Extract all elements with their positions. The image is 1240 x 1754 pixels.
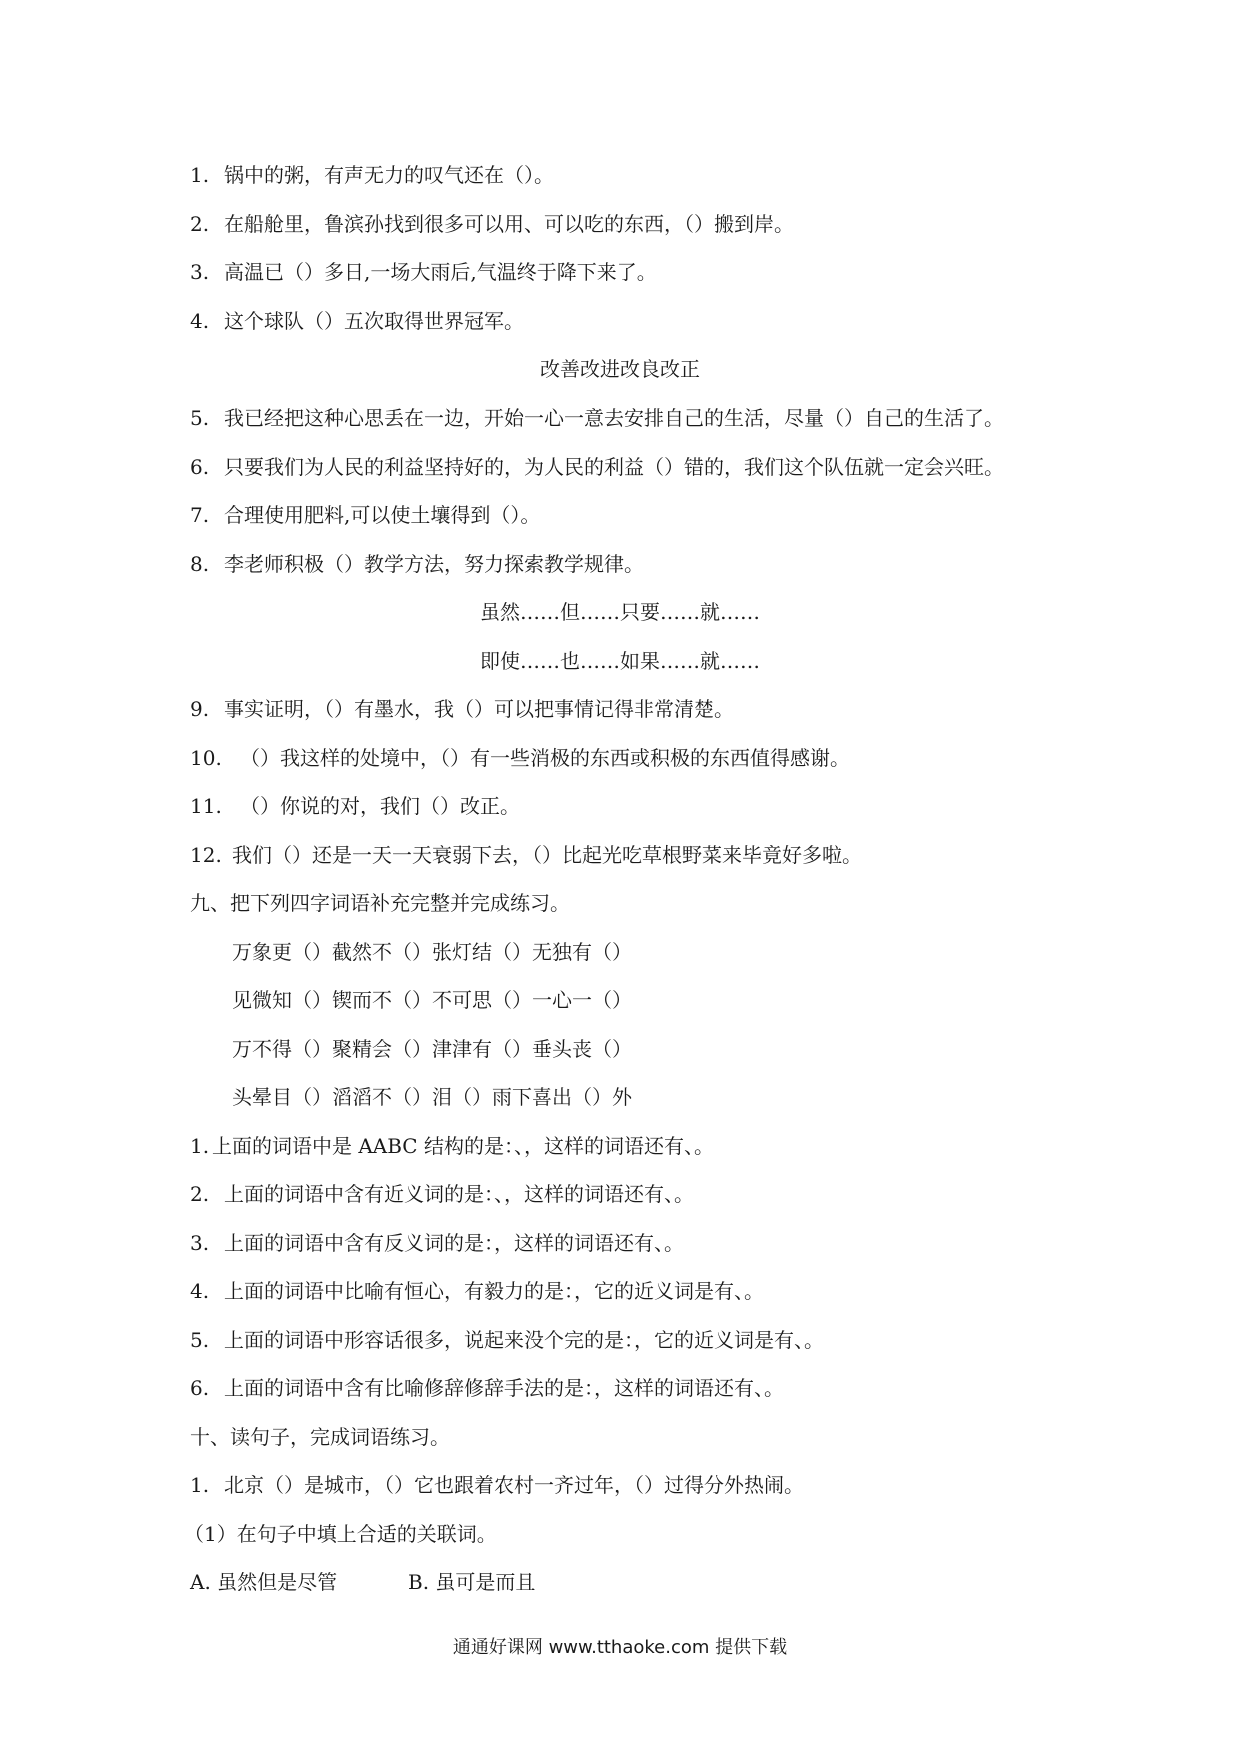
question-item bbox=[190, 1472, 804, 1498]
question-text: （）我这样的处境中，（）有一些消极的东西或积极的东西值得感谢。 bbox=[240, 746, 850, 770]
question-number: 7. bbox=[190, 503, 210, 527]
footer-watermark: 通通好课网 www.tthaoke.com 提供下载 bbox=[452, 1637, 788, 1658]
question-number: 1. bbox=[190, 1473, 210, 1497]
question-number: 1. bbox=[190, 1134, 210, 1158]
question-item bbox=[190, 405, 1004, 431]
question-text: 上面的词语中是 AABC 结构的是：、，这样的词语还有、。 bbox=[212, 1134, 714, 1158]
question-item bbox=[190, 1133, 714, 1159]
question-text: 锅中的粥，有声无力的叹气还在（）。 bbox=[224, 163, 554, 187]
question-text: 我们（）还是一天一天衰弱下去，（）比起光吃草根野菜来毕竟好多啦。 bbox=[232, 843, 862, 867]
question-item bbox=[190, 259, 657, 285]
question-text: 在船舱里，鲁滨孙找到很多可以用、可以吃的东西，（）搬到岸。 bbox=[224, 212, 794, 236]
question-item bbox=[190, 745, 850, 771]
question-item bbox=[190, 308, 524, 334]
question-number: 1. bbox=[190, 163, 210, 187]
question-item bbox=[190, 842, 862, 868]
question-text: 上面的词语中含有近义词的是：、，这样的词语还有、。 bbox=[224, 1182, 694, 1206]
question-item bbox=[190, 1230, 684, 1256]
question-number: 12. bbox=[190, 843, 222, 867]
option-a: A. 虽然但是尽管 bbox=[190, 1570, 338, 1594]
question-item bbox=[190, 1327, 824, 1353]
question-item bbox=[190, 551, 644, 577]
question-item bbox=[190, 211, 794, 237]
sub-question: （1）在句子中填上合适的关联词。 bbox=[184, 1522, 497, 1546]
question-text: 我已经把这种心思丢在一边，开始一心一意去安排自己的生活，尽量（）自己的生活了。 bbox=[224, 406, 1004, 430]
question-number: 10. bbox=[190, 746, 222, 770]
question-text: （）你说的对，我们（）改正。 bbox=[240, 794, 520, 818]
question-text: 只要我们为人民的利益坚持好的，为人民的利益（）错的，我们这个队伍就一定会兴旺。 bbox=[224, 455, 1004, 479]
question-item bbox=[190, 502, 540, 528]
question-text: 这个球队（）五次取得世界冠军。 bbox=[224, 309, 524, 333]
section-heading: 九、把下列四字词语补充完整并完成练习。 bbox=[190, 891, 570, 915]
question-number: 4. bbox=[190, 1279, 210, 1303]
word-bank: 改善改进改良改正 bbox=[540, 357, 700, 381]
idiom-row: 见微知（）锲而不（）不可思（）一心一（） bbox=[232, 988, 632, 1012]
question-number: 9. bbox=[190, 697, 210, 721]
question-item bbox=[190, 1278, 764, 1304]
question-number: 4. bbox=[190, 309, 210, 333]
question-text: 事实证明，（）有墨水，我（）可以把事情记得非常清楚。 bbox=[224, 697, 734, 721]
question-text: 高温已（）多日,一场大雨后,气温终于降下来了。 bbox=[224, 260, 657, 284]
question-text: 李老师积极（）教学方法，努力探索教学规律。 bbox=[224, 552, 644, 576]
question-number: 3. bbox=[190, 260, 210, 284]
question-number: 3. bbox=[190, 1231, 210, 1255]
question-text: 上面的词语中比喻有恒心，有毅力的是：，它的近义词是有、。 bbox=[224, 1279, 764, 1303]
question-text: 上面的词语中形容话很多，说起来没个完的是：，它的近义词是有、。 bbox=[224, 1328, 824, 1352]
idiom-row: 头晕目（）滔滔不（）泪（）雨下喜出（）外 bbox=[232, 1085, 632, 1109]
word-bank: 虽然……但……只要……就…… bbox=[480, 600, 760, 624]
question-number: 6. bbox=[190, 455, 210, 479]
question-item bbox=[190, 1375, 784, 1401]
question-number: 8. bbox=[190, 552, 210, 576]
question-item bbox=[190, 162, 554, 188]
question-item bbox=[190, 1181, 694, 1207]
question-item bbox=[190, 696, 734, 722]
question-number: 5. bbox=[190, 406, 210, 430]
question-text: 合理使用肥料,可以使土壤得到（）。 bbox=[224, 503, 541, 527]
question-number: 6. bbox=[190, 1376, 210, 1400]
section-heading: 十、读句子，完成词语练习。 bbox=[190, 1425, 450, 1449]
question-number: 2. bbox=[190, 1182, 210, 1206]
idiom-row: 万不得（）聚精会（）津津有（）垂头丧（） bbox=[232, 1037, 632, 1061]
option-b: B. 虽可是而且 bbox=[408, 1570, 536, 1594]
question-number: 2. bbox=[190, 212, 210, 236]
question-number: 11. bbox=[190, 794, 222, 818]
question-text: 上面的词语中含有比喻修辞修辞手法的是：，这样的词语还有、。 bbox=[224, 1376, 784, 1400]
question-text: 北京（）是城市，（）它也跟着农村一齐过年，（）过得分外热闹。 bbox=[224, 1473, 804, 1497]
question-item bbox=[190, 454, 1004, 480]
question-text: 上面的词语中含有反义词的是：，这样的词语还有、。 bbox=[224, 1231, 684, 1255]
question-item bbox=[190, 793, 520, 819]
question-number: 5. bbox=[190, 1328, 210, 1352]
word-bank: 即使……也……如果……就…… bbox=[480, 649, 760, 673]
idiom-row: 万象更（）截然不（）张灯结（）无独有（） bbox=[232, 940, 632, 964]
